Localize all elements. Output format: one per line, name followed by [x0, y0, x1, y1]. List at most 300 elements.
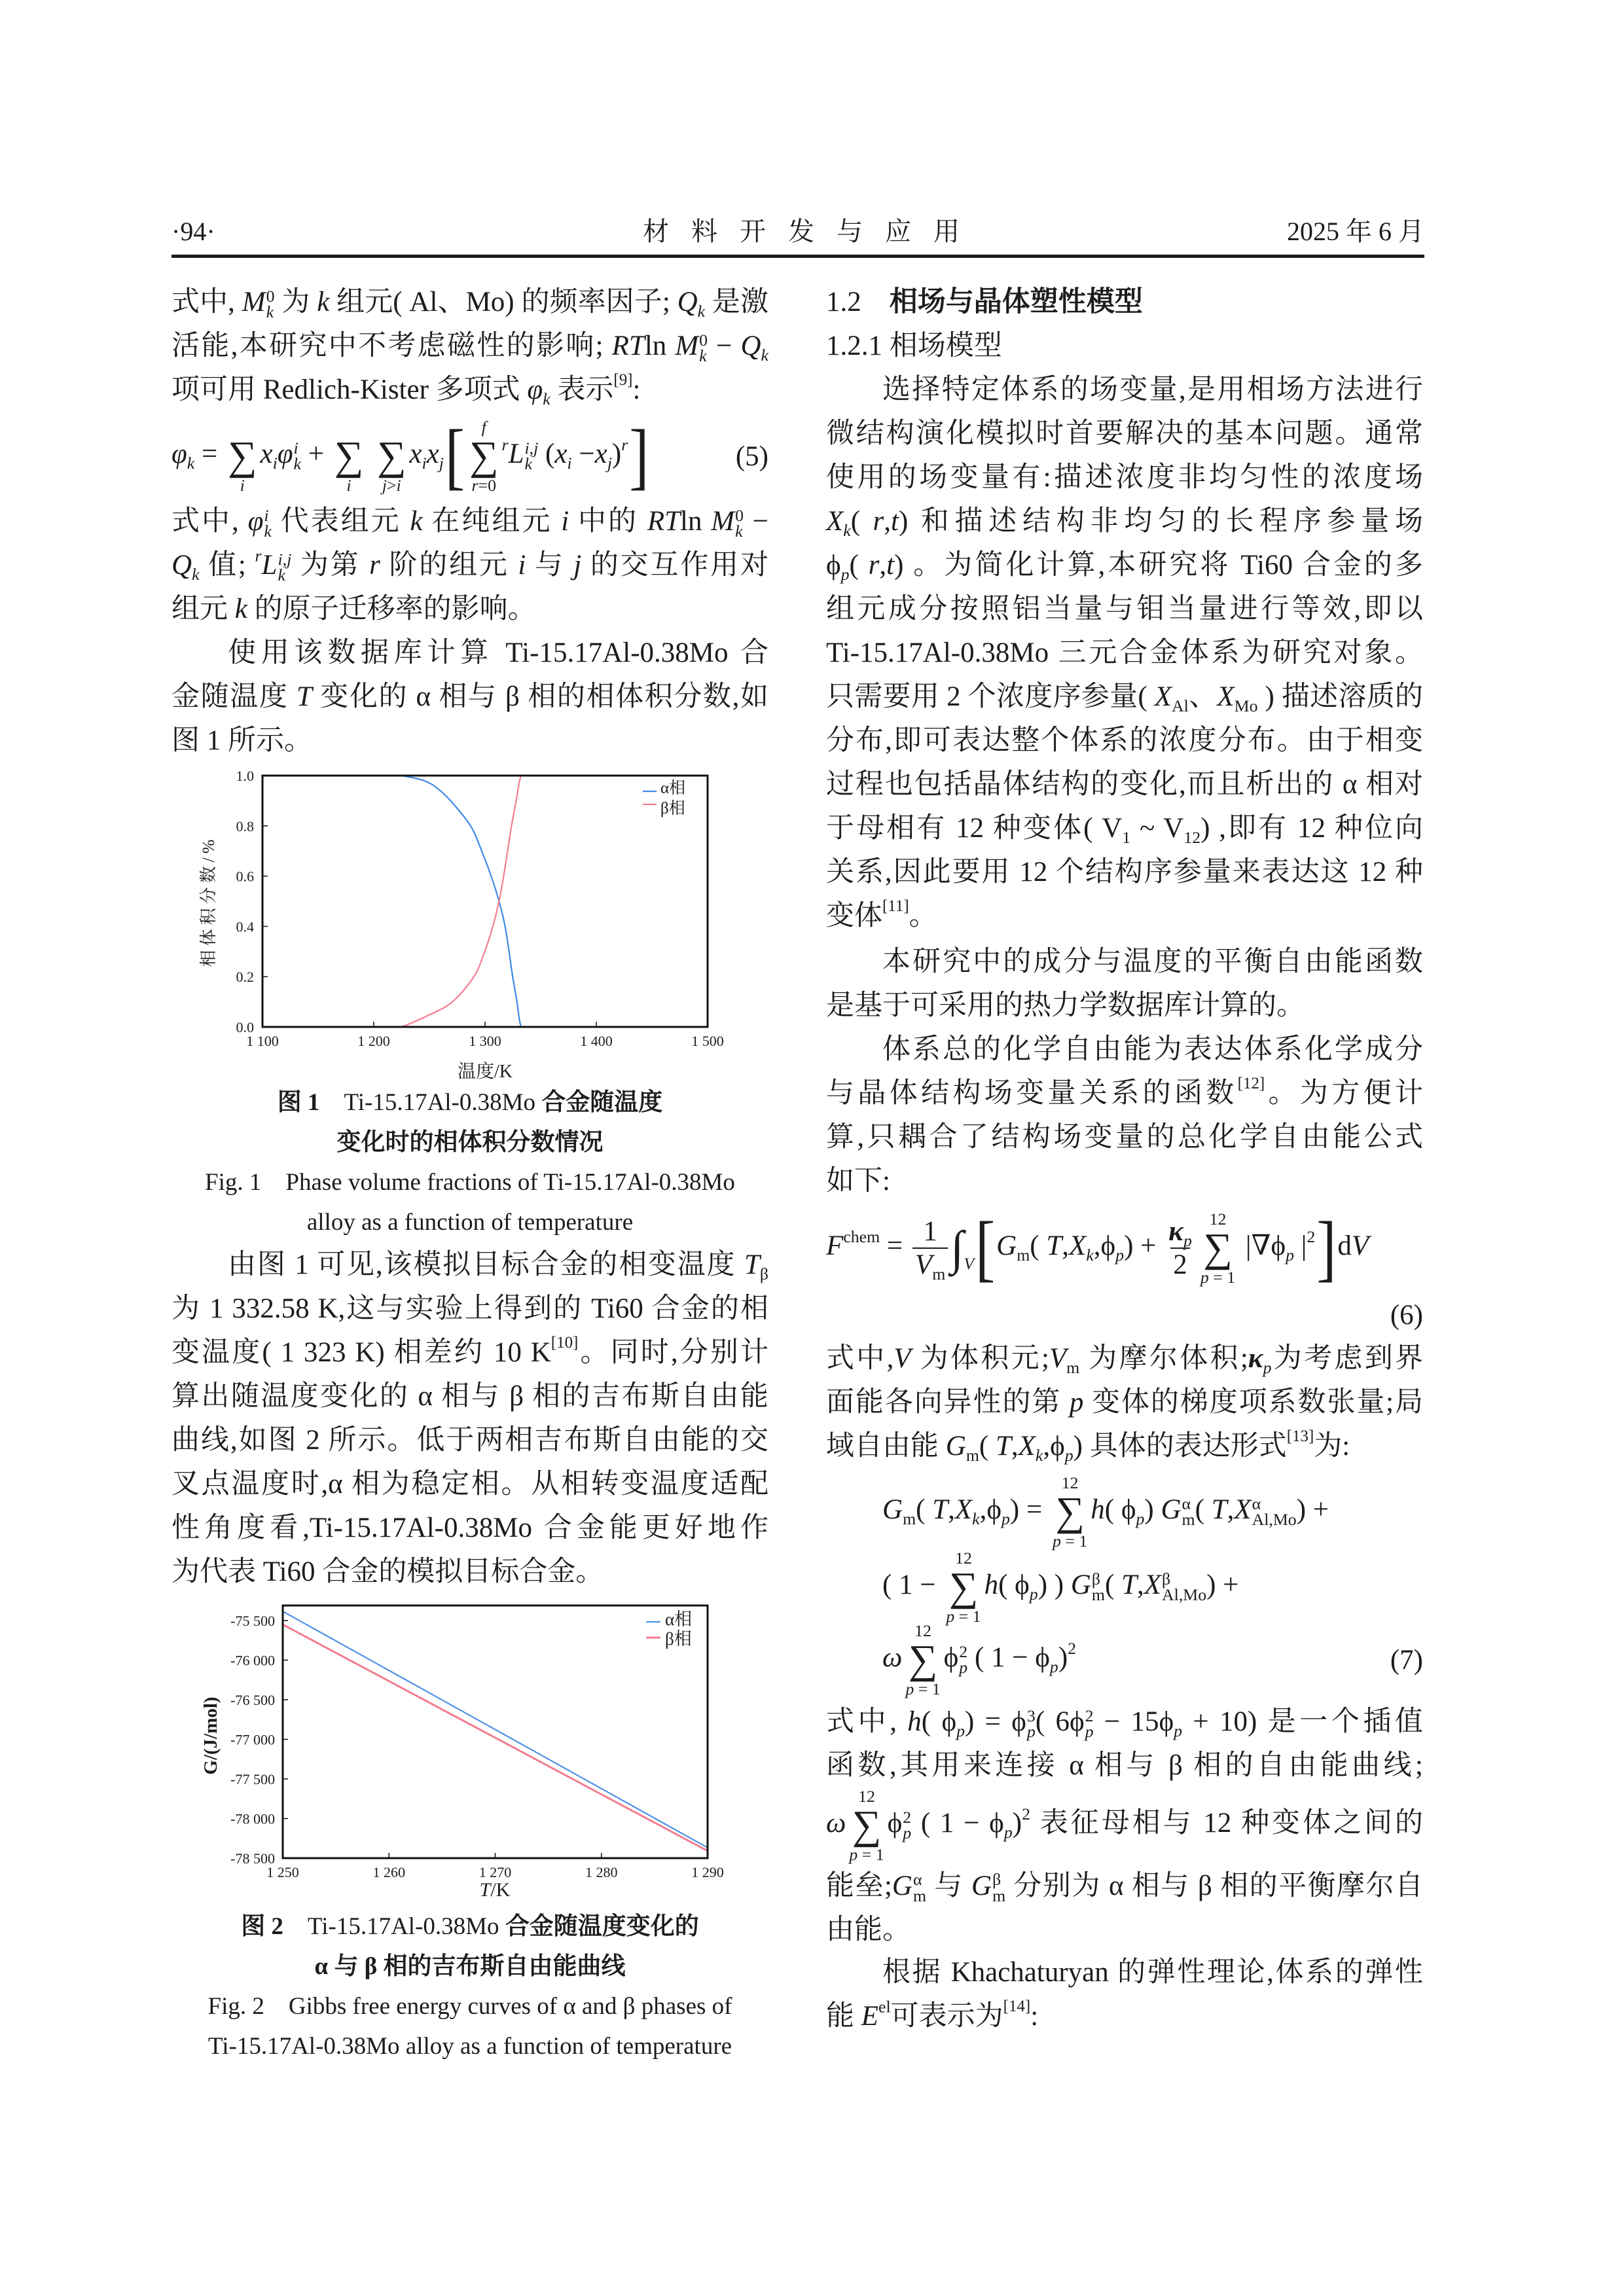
label-part: 0.6 — [236, 868, 254, 885]
math-italic: i — [272, 453, 278, 473]
text-line: $\phi_p$( r,t) 。为简化计算,本研究将 Ti60 合金的多 — [826, 550, 1423, 584]
label-part: T — [479, 1878, 491, 1901]
plot-frame — [283, 1605, 708, 1858]
text-line: Fig. 2 Gibbs free energy curves of α and β phases of — [208, 1993, 732, 2020]
superscript: el — [878, 1997, 891, 2017]
label-part: 1 260 — [372, 1863, 405, 1880]
equation-7-line-3-body: ω 12 ∑ p = 1 ϕ 2 p ( $1 - \phi_p)^2$ — [882, 1621, 1077, 1699]
legend-label — [660, 779, 685, 797]
text-line: 于母相有 12 种变体( $V_1$ ~ $V_{12}$) ,即有 12 种位向 — [826, 813, 1423, 848]
superscript: chem — [843, 1227, 880, 1246]
subscript — [972, 1509, 979, 1528]
text-line: 与晶体结构场变量关系的函数[12]。为方便计 — [826, 1074, 1424, 1109]
math-italic: T — [1121, 1569, 1137, 1600]
math-italic: i — [524, 438, 530, 457]
text-line — [171, 1122, 768, 1162]
paragraph-chemical-free-energy — [826, 1028, 1423, 1203]
ss-part: 0 — [699, 330, 708, 350]
math-italic: p — [1049, 1657, 1058, 1676]
math-italic: r — [621, 435, 628, 454]
math-italic: k — [524, 454, 532, 474]
math-italic: L — [261, 550, 278, 581]
math-italic: k — [697, 302, 706, 321]
text-line: 由能。 — [826, 1914, 911, 1945]
text-line: 使用的场变量有:描述浓度非均匀性的浓度场 — [826, 462, 1423, 493]
text-line: 叉点温度时,α 相为稳定相。从相转变温度适配 — [171, 1469, 768, 1499]
math-italic: j — [533, 438, 539, 457]
text-line: $X_k$( r,t) 和描述结构非均匀的长程序参量场 — [826, 506, 1423, 541]
summation — [946, 1549, 981, 1626]
math-italic: p — [1183, 1230, 1192, 1250]
x-tick-label — [691, 1033, 724, 1049]
ss-part — [264, 524, 271, 540]
math-italic: x — [260, 438, 273, 469]
math-italic: k — [972, 1509, 980, 1528]
math-italic: T — [932, 1494, 948, 1525]
summation-limit: 12 — [914, 1621, 931, 1640]
math-italic: k — [543, 389, 550, 409]
summation — [1200, 1210, 1235, 1287]
ss-part: α — [912, 1870, 922, 1890]
math-italic: p — [1029, 1584, 1038, 1604]
text-line: 曲线,如图 2 所示。低于两相吉布斯自由能的交 — [171, 1425, 768, 1456]
fraction — [912, 1215, 948, 1282]
math-italic: j — [607, 453, 612, 473]
sub-superscript — [294, 440, 301, 473]
math-italic: G — [996, 1230, 1017, 1261]
label-part: 1 400 — [580, 1032, 613, 1049]
math-italic: X — [1154, 681, 1172, 712]
bold-italic-symbol: κ — [1248, 1343, 1263, 1374]
math-italic: i — [240, 476, 245, 495]
bold-text: 图 1 — [277, 1089, 320, 1116]
math-italic: i — [396, 476, 401, 495]
math-italic: T — [995, 1431, 1011, 1462]
summation — [334, 418, 363, 495]
math-italic: p — [1026, 1722, 1036, 1742]
text-line: 式中, M 0 k 为 k 组元( Al、Mo) 的频率因子; $Q_k$ 是激 — [171, 286, 769, 322]
subscript — [273, 454, 278, 473]
y-tick-label — [236, 1019, 255, 1035]
subscript — [843, 521, 850, 540]
math-italic: p — [1001, 1509, 1010, 1528]
beta-phase-series-line — [262, 774, 708, 1028]
math-italic: h — [1091, 1494, 1105, 1525]
sigma-symbol: ∑ — [852, 1803, 882, 1848]
legend-label — [665, 1629, 692, 1649]
equation-7-line-2-body: ( 1 − 12 ∑ p = 1 h( $\phi_p$) ) G β m ( T,X β Al,Mo ) + — [882, 1548, 1239, 1626]
label-part: 1 270 — [478, 1863, 512, 1880]
sub-superscript — [1182, 1496, 1195, 1528]
frac-part — [912, 1247, 948, 1284]
label-part: 1.0 — [236, 767, 254, 784]
ss-part: α — [1182, 1494, 1191, 1513]
math-italic: V — [914, 1249, 933, 1280]
equation-7-line-1-body: $G_m$( $T,X_k,\phi_p$) = 12 ∑ p = 1 h( $\phi_p$) G α m ( T,X α Al,Mo ) + — [882, 1473, 1329, 1551]
figure-1-caption — [171, 1083, 768, 1242]
text-line: 项可用 Redlich-Kister 多项式 $\varphi_k$ 表示[9]: — [171, 370, 641, 409]
subscript — [187, 454, 194, 473]
text-line: 分布,即可表达整个体系的浓度分布。由于相变 — [826, 725, 1423, 756]
superscript — [255, 547, 261, 565]
math-italic: f — [481, 417, 486, 437]
math-italic: M — [242, 287, 266, 317]
math-italic: φ — [247, 506, 264, 537]
text-line: 域自由能 $G_m$( $T,X_k,\phi_p$) 具体的表达形式[13]为: — [826, 1427, 1350, 1465]
label-part: α相 — [665, 1609, 693, 1629]
paragraph-equation-6-notation — [826, 1336, 1423, 1468]
y-tick-label — [230, 1731, 275, 1748]
subscript — [761, 346, 768, 365]
alpha-phase-series-line — [283, 1611, 708, 1848]
sub-superscript — [264, 505, 272, 541]
summation-limit: 12 — [1209, 1209, 1227, 1229]
math-italic: i — [518, 550, 526, 581]
math-italic: k — [761, 346, 768, 365]
math-italic: p — [1085, 1722, 1094, 1742]
y-tick-label — [230, 1612, 275, 1628]
equation-6 — [826, 1199, 1423, 1297]
text-line: 活能,本研究中不考虑磁性的影响; RTln M 0 k − $Q_k$ — [171, 330, 768, 366]
legend — [646, 1609, 692, 1649]
ss-part: α — [1252, 1494, 1261, 1513]
text-line: 如下: — [826, 1166, 890, 1196]
y-tick-label — [236, 918, 255, 935]
math-italic: j — [573, 550, 582, 581]
math-italic: p — [905, 1679, 914, 1699]
ss-part — [699, 348, 708, 365]
x-tick-label — [691, 1864, 724, 1880]
math-italic: ω — [826, 1808, 846, 1839]
math-italic: x — [426, 438, 439, 469]
subscript — [1050, 1657, 1058, 1676]
math-italic: h — [907, 1706, 922, 1737]
math-italic: p — [1053, 1532, 1061, 1551]
y-tick-label — [236, 817, 255, 834]
math-italic: G — [882, 1494, 903, 1525]
equation-5-number: (5) — [735, 440, 768, 472]
summation-limit: 12 — [955, 1548, 972, 1568]
label-part: β相 — [665, 1629, 692, 1649]
math-italic: x — [554, 438, 568, 469]
large-bracket: ] — [1316, 1207, 1337, 1289]
math-italic: G — [945, 1431, 966, 1462]
text-line: 式中,V 为体积元$;V_m$ 为摩尔体积$;\kappa_p$为考虑到界 — [826, 1343, 1424, 1378]
y-tick-label — [236, 868, 255, 884]
text-line: 变体[11]。 — [826, 897, 937, 931]
large-bracket: ] — [629, 415, 649, 497]
frac-part: 1 — [923, 1215, 937, 1247]
ss-part — [1085, 1724, 1094, 1740]
text-line: 体系总的化学自由能为表达体系化学成分 — [882, 1034, 1423, 1065]
superscript — [621, 435, 628, 454]
math-italic: p — [1003, 1823, 1013, 1842]
subscript: m — [1066, 1358, 1080, 1378]
text-line: 是基于可采用的热力学数据库计算的。 — [826, 990, 1305, 1021]
x-tick-label — [357, 1033, 390, 1049]
math-italic: V — [893, 1343, 911, 1374]
paragraph-equation-5-notation — [171, 499, 768, 631]
subscript — [841, 565, 850, 584]
text-line: 组元 k 的原子迁移率的影响。 — [171, 594, 536, 624]
text-line: 性角度看,Ti-15.17Al-0.38Mo 合金能更好地作 — [171, 1513, 768, 1543]
math-italic: r — [868, 550, 880, 581]
sub-superscript — [699, 332, 708, 365]
math-italic: M — [711, 506, 735, 537]
math-italic: L — [508, 438, 524, 469]
math-italic: i — [278, 549, 283, 569]
subscript — [1136, 1509, 1144, 1528]
ss-part: 2 — [959, 1641, 968, 1661]
paragraph-field-variables — [826, 368, 1423, 938]
math-italic: k — [1035, 1446, 1043, 1465]
label-part: -77 500 — [230, 1770, 275, 1787]
subscript — [1286, 1246, 1294, 1265]
alpha-phase-series-line — [262, 775, 708, 1028]
equation-7-number: (7) — [1390, 1644, 1423, 1676]
label-part: -78 500 — [230, 1850, 275, 1867]
subscript — [567, 454, 571, 473]
y-axis-label — [200, 1696, 221, 1774]
sigma-symbol: ∑ — [334, 433, 364, 478]
math-italic: p — [1200, 1268, 1209, 1287]
figure-2-caption — [171, 1907, 768, 2066]
label-part: 1 500 — [691, 1032, 724, 1049]
text-line: 关系,因此要用 12 个结构序参量来表达这 12 种 — [826, 857, 1423, 888]
ss-part: β — [1091, 1569, 1101, 1588]
math-italic: p — [903, 1823, 912, 1843]
math-italic: Q — [171, 550, 192, 581]
text-line: 为 1 332.58 K,这与实验上得到的 Ti60 合金的相 — [171, 1293, 768, 1324]
math-italic: G — [1161, 1494, 1182, 1525]
subscript — [1174, 1721, 1182, 1740]
sigma-symbol: ∑ — [1203, 1225, 1233, 1270]
math-italic: X — [954, 1494, 973, 1525]
ss-part: 0 — [266, 286, 275, 306]
math-italic: k — [843, 521, 851, 541]
math-italic: F — [826, 1230, 844, 1261]
bold-italic-symbol: κ — [1168, 1215, 1183, 1247]
figure-2-gibbs-energy-chart — [170, 1597, 733, 1905]
math-italic: k — [410, 506, 423, 537]
label-part: 0.8 — [236, 817, 254, 834]
text-line: 组元成分按照铝当量与钼当量进行等效,即以 — [826, 594, 1423, 624]
label-part: /K — [490, 1878, 511, 1901]
math-italic: i — [346, 476, 352, 495]
equation-7-line-1 — [882, 1473, 1423, 1551]
text-line: Ti-15.17Al-0.38Mo 三元合金体系为研究对象。 — [826, 637, 1423, 668]
x-tick-label — [585, 1864, 618, 1880]
y-tick-label — [230, 1652, 275, 1668]
bold-text: 变化时的相体积分数情况 — [336, 1129, 604, 1156]
bold-text: 合金随温度变化的 — [505, 1913, 699, 1940]
ss-part — [294, 456, 301, 473]
text-line: 图 1 Ti-15.17Al-0.38Mo 合金随温度 — [277, 1089, 663, 1116]
summation — [377, 418, 406, 495]
math-italic: T — [1211, 1494, 1227, 1525]
label-part: 相体积分数/% — [198, 835, 218, 967]
ss-part: Al,Mo — [1252, 1510, 1297, 1530]
text-line: Fig. 1 Phase volume fractions of Ti-15.17Al-0.38Mo — [205, 1169, 735, 1196]
x-axis-label — [458, 1061, 513, 1082]
x-tick-label — [373, 1864, 406, 1880]
subscript — [1036, 1446, 1043, 1465]
citation: [9] — [613, 370, 633, 389]
text-line: $Q_k$ 值; $^r$L i,j k 为第 r 阶的组元 i 与 j 的交互作用对 — [171, 546, 769, 585]
text-line: 式中, φ i k 代表组元 k 在纯组元 i 中的 RTln M 0 k − — [171, 505, 769, 541]
text-line: 算出随温度变化的 α 相与 β 相的吉布斯自由能 — [171, 1381, 768, 1412]
math-italic: p — [1174, 1721, 1183, 1741]
x-tick-label — [580, 1033, 613, 1049]
x-tick-label — [479, 1864, 512, 1880]
math-italic: p — [1115, 1245, 1125, 1265]
label-part: -76 000 — [230, 1651, 275, 1668]
header-rule — [171, 255, 1424, 258]
legend-label — [665, 1609, 692, 1629]
page-number: ·94· — [171, 217, 215, 246]
ss-part — [266, 304, 275, 321]
text-line: 根据 Khachaturyan 的弹性理论,体系的弹性 — [882, 1957, 1423, 1988]
text-line: 由图 1 可见,该模拟目标合金的相变温度 $T_\beta$ — [228, 1249, 768, 1284]
frac-part: 2 — [1170, 1247, 1190, 1281]
x-axis-label — [480, 1879, 511, 1901]
beta-phase-series-line — [283, 1624, 708, 1851]
math-italic: x — [594, 438, 607, 469]
citation: [11] — [882, 897, 909, 915]
math-italic: φ — [171, 438, 187, 469]
sub-superscript — [1027, 1708, 1036, 1740]
label-part: 1 250 — [266, 1863, 299, 1880]
ss-part — [903, 1825, 911, 1842]
subscript — [1086, 1246, 1093, 1265]
label-part: 0.2 — [236, 968, 254, 985]
sigma-symbol: ∑ — [1055, 1488, 1085, 1534]
subscript: β — [759, 1265, 768, 1284]
issue-date: 2025 年 6 月 — [1287, 217, 1424, 246]
superscript: 2 — [1307, 1227, 1316, 1246]
summation — [1053, 1474, 1087, 1551]
subscript — [192, 565, 199, 584]
sub-superscript — [1092, 1571, 1105, 1604]
sub-superscript — [1252, 1496, 1297, 1528]
superscript: 2 — [1068, 1638, 1077, 1658]
sub-superscript — [1162, 1571, 1206, 1604]
plot-frame — [262, 776, 708, 1027]
citation: [12] — [1237, 1074, 1265, 1092]
math-italic: p — [959, 1658, 968, 1677]
sub-superscript — [1085, 1708, 1094, 1740]
math-italic: X — [1069, 1230, 1087, 1261]
subscript: Al — [1172, 696, 1189, 716]
math-italic: i — [561, 506, 569, 537]
label-part: 1 300 — [469, 1032, 501, 1049]
summation — [228, 418, 257, 495]
text-line: ω 12 ∑ p = 1 ϕ 2 p ( $1 - \phi_p)^2$ 表征母相与 12 种变体之间的 — [826, 1787, 1423, 1865]
text-line: 函数,其用来连接 α 相与 β 相的自由能曲线; — [826, 1750, 1423, 1781]
y-axis-label — [199, 836, 218, 967]
subscript: m — [932, 1265, 946, 1284]
legend-item — [646, 1629, 692, 1649]
subscript: 1 — [1122, 828, 1131, 848]
text-line: 变温度( 1 323 K) 相差约 10 K[10]。同时,分别计 — [171, 1333, 768, 1368]
summation-limit: 12 — [858, 1787, 875, 1806]
ss-part — [735, 524, 744, 540]
math-italic: X — [1018, 1431, 1036, 1462]
subscript — [1004, 1823, 1013, 1842]
text-line: 使用该数据库计算 Ti-15.17Al-0.38Mo 合 — [228, 637, 768, 668]
math-italic: ω — [882, 1641, 903, 1673]
equation-7-line-2 — [882, 1548, 1423, 1626]
math-italic: p — [946, 1607, 955, 1626]
label-part: α相 — [660, 779, 686, 797]
subscript — [607, 454, 612, 473]
integral-symbol: ∫ — [950, 1221, 964, 1275]
math-italic: k — [234, 594, 247, 624]
subscript — [1030, 1585, 1038, 1604]
ss-part: Al,Mo — [1162, 1585, 1207, 1605]
math-italic: j — [382, 476, 387, 495]
summation-limit: j>i — [382, 476, 401, 495]
text-line: 过程也包括晶体结构的变化,而且析出的 α 相对 — [826, 769, 1423, 800]
label-part: 1 280 — [585, 1863, 618, 1880]
label-part: 0.0 — [236, 1018, 254, 1035]
math-italic: k — [317, 287, 330, 317]
sigma-symbol: ∑ — [469, 433, 499, 478]
section-heading-1-2: 1.2 相场与晶体塑性模型 — [826, 287, 1143, 317]
paragraph-free-energy-database — [826, 940, 1423, 1028]
label-part: -75 500 — [230, 1612, 275, 1629]
text-line: alloy as a function of temperature — [306, 1209, 634, 1236]
subscript: m — [965, 1446, 979, 1465]
summation-limit: p = 1 — [946, 1607, 981, 1626]
text-line: 图 1 所示。 — [171, 725, 312, 756]
sigma-symbol: ∑ — [228, 433, 257, 478]
math-italic: G — [971, 1870, 992, 1901]
paragraph-elastic-energy — [826, 1950, 1423, 2038]
math-italic: k — [192, 565, 200, 584]
math-italic: r — [873, 506, 884, 537]
text-line — [171, 1946, 768, 1986]
math-italic: t — [891, 506, 899, 537]
label-part: 1 290 — [691, 1863, 724, 1880]
math-italic: i — [567, 453, 572, 473]
text-line: 算,只耦合了结构场变量的总化学自由能公式 — [826, 1122, 1423, 1153]
ss-part: 2 — [903, 1807, 912, 1827]
sub-superscript — [266, 286, 275, 322]
large-bracket: [ — [975, 1207, 996, 1289]
math-italic: k — [1086, 1245, 1094, 1265]
math-italic: M — [675, 331, 699, 361]
summation-limit: p = 1 — [1053, 1532, 1088, 1551]
math-italic: r — [471, 476, 478, 495]
fraction — [1166, 1215, 1195, 1282]
math-italic: p — [1069, 1387, 1084, 1418]
ss-part: 2 — [1085, 1706, 1094, 1725]
legend-item — [643, 779, 685, 797]
ss-part: β — [992, 1870, 1001, 1890]
math-italic: t — [886, 550, 895, 581]
text-line: 本研究中的成分与温度的平衡自由能函数 — [882, 946, 1423, 977]
math-italic: T — [1046, 1230, 1062, 1261]
math-italic: k — [293, 454, 301, 474]
math-italic: RT — [611, 331, 645, 361]
math-italic: RT — [647, 506, 681, 537]
equation-7-line-3 — [882, 1621, 1423, 1699]
text-line: 图 2 Ti-15.17Al-0.38Mo 合金随温度变化的 — [241, 1913, 699, 1940]
math-italic: p — [849, 1845, 858, 1865]
ss-part — [1027, 1724, 1036, 1740]
math-italic: k — [278, 565, 285, 585]
